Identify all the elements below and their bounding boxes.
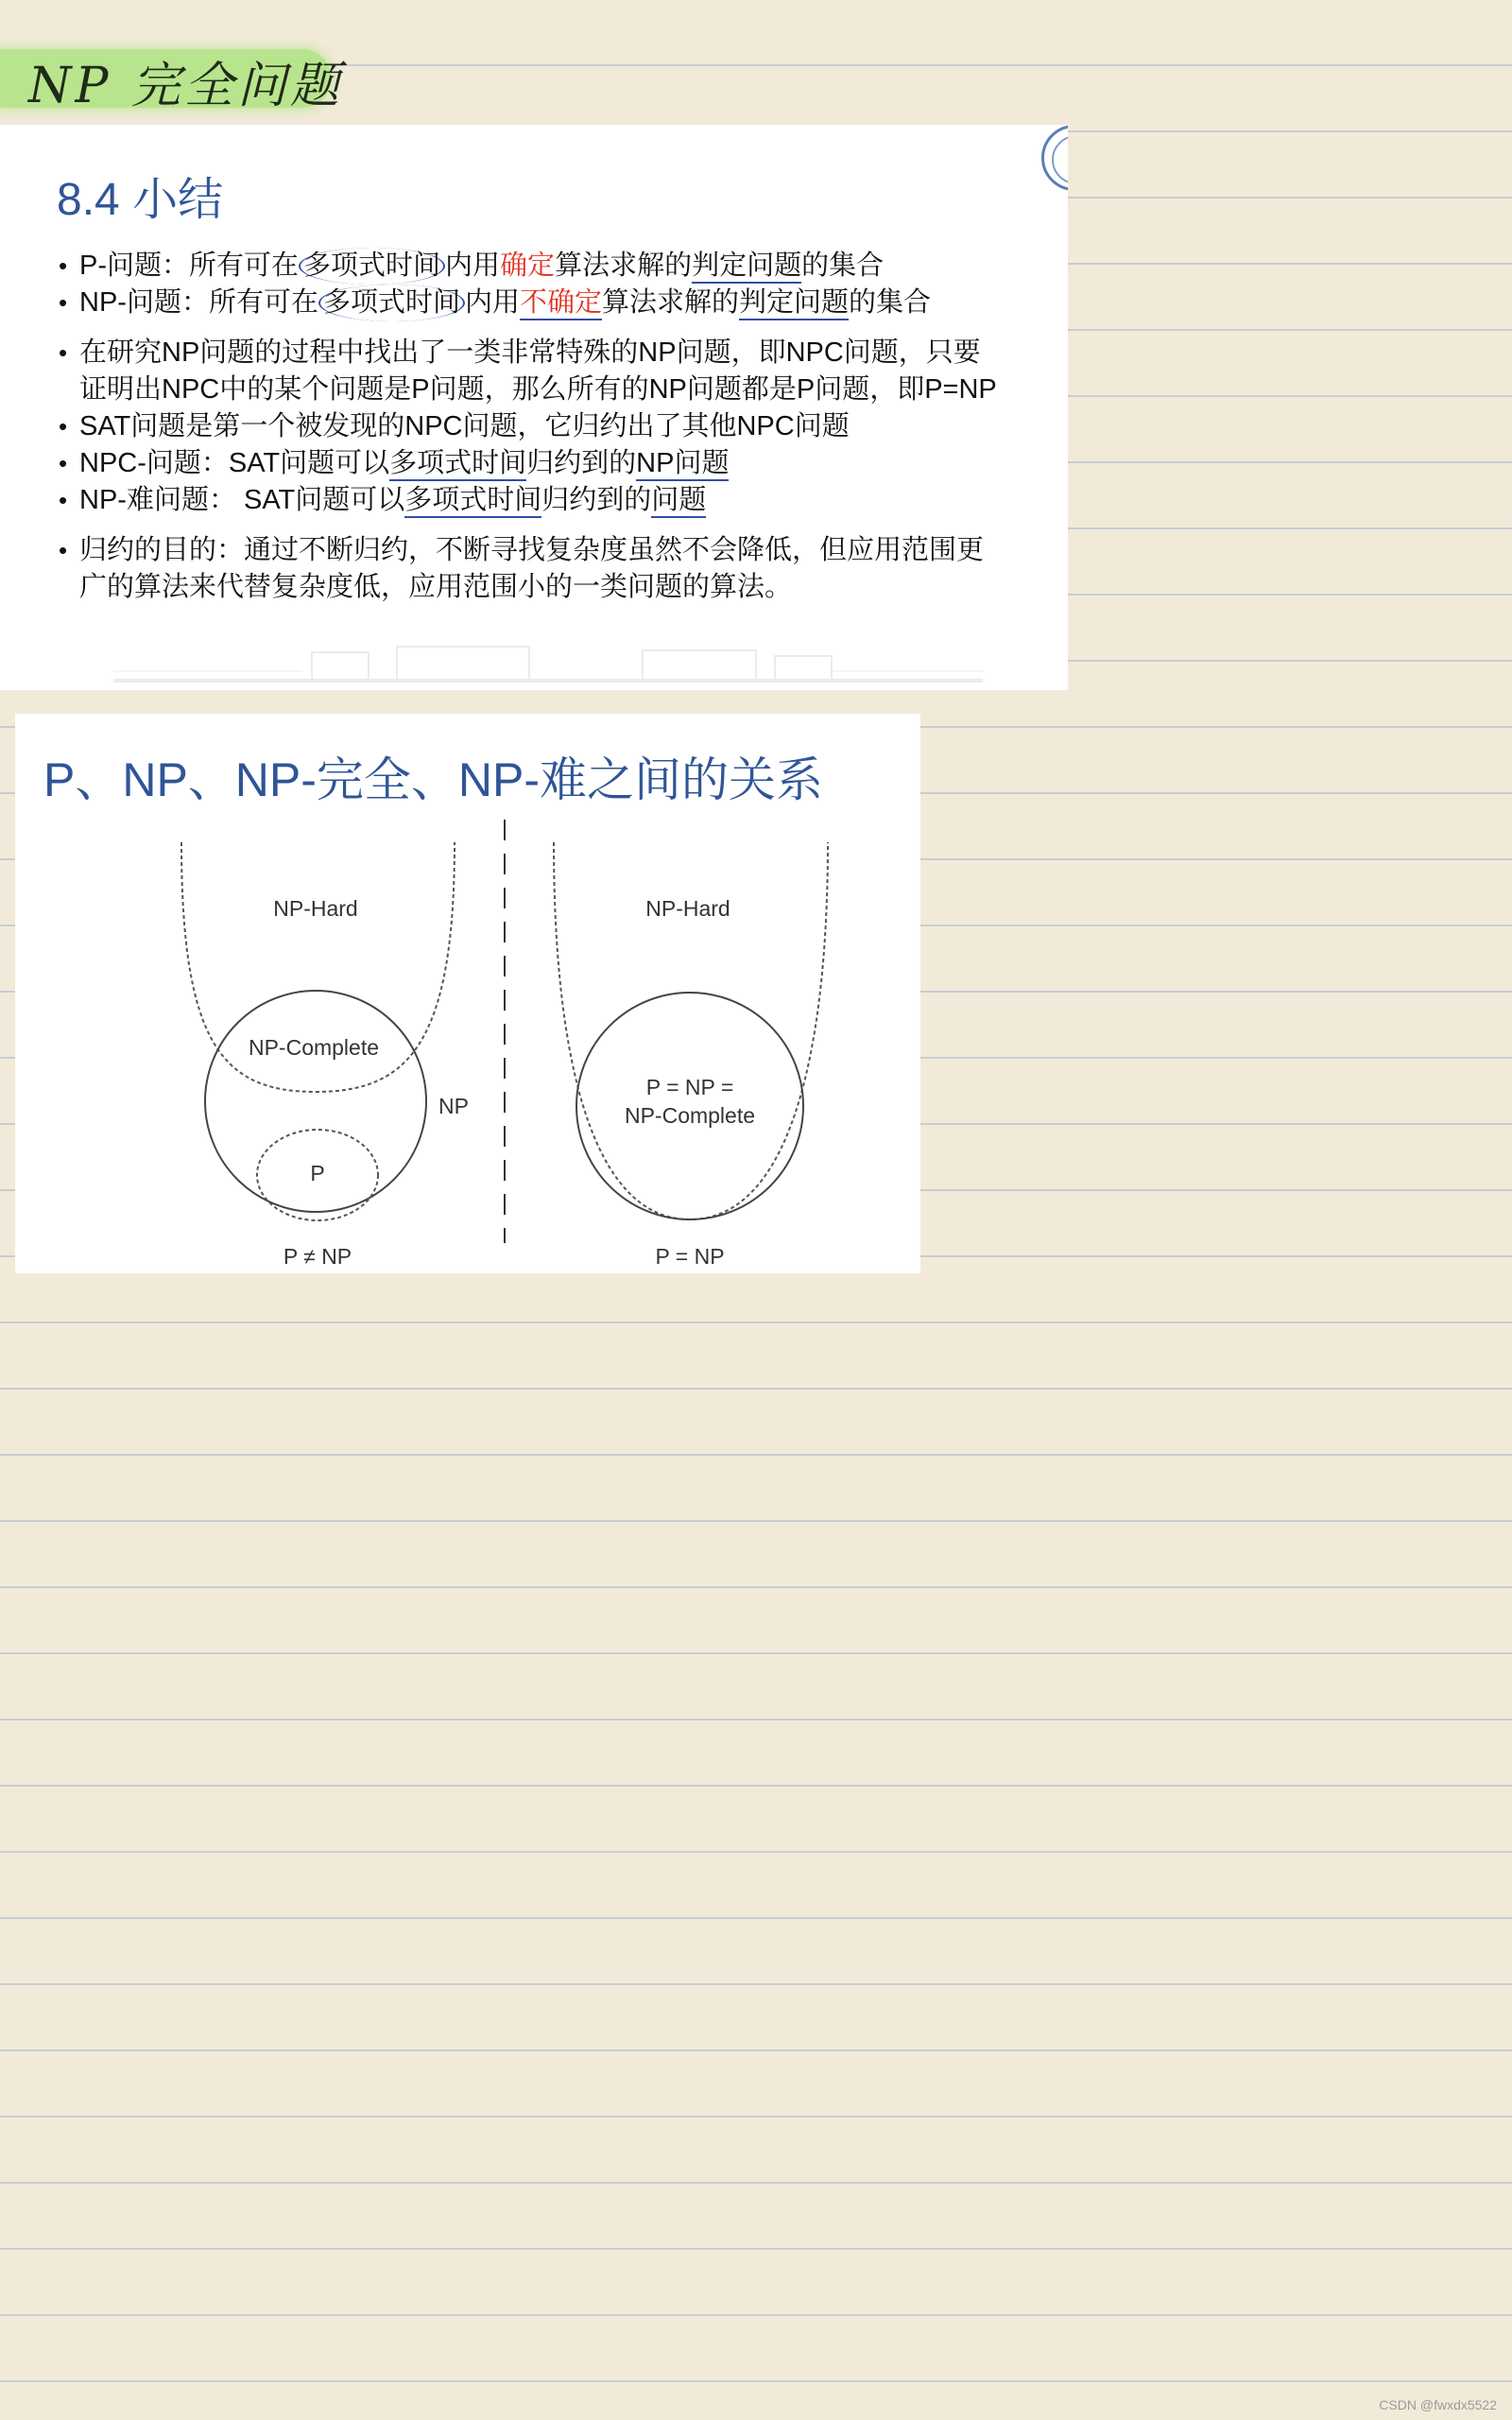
p-eq-np-caption: P = NP — [655, 1244, 725, 1269]
bullet-text: NPC-问题：SAT问题可以 — [79, 448, 390, 478]
bullet-text: 的集合 — [801, 251, 885, 281]
summary-slide — [0, 125, 1068, 690]
bullet-text: 归约到的 — [526, 448, 637, 478]
bullet-text: 算法求解的 — [555, 251, 693, 281]
bullet-text: NP-难问题： SAT问题可以 — [79, 485, 405, 515]
bullet-text: 的集合 — [849, 287, 932, 318]
underlined-text: 判定问题 — [739, 287, 849, 320]
underlined-text: 多项式时间 — [404, 485, 541, 518]
bullet-np-problem — [57, 285, 1058, 321]
page-title: NP 完全问题 — [28, 58, 344, 114]
equality-label: P = NP = — [645, 1075, 734, 1099]
bullet-dot-icon: • — [59, 536, 68, 564]
bullet-text: SAT问题是第一个被发现的NPC问题，它归约出了其他NPC问题 — [79, 411, 850, 441]
bullet-reduction-purpose — [57, 532, 1058, 606]
bullet-text: NP-问题：所有可在 — [79, 287, 318, 318]
university-seal-icon — [1041, 125, 1068, 191]
slide-heading: 8.4 小结 — [57, 175, 224, 225]
bullet-dot-icon: • — [59, 288, 68, 317]
underlined-text: 判定问题 — [692, 251, 801, 284]
bullet-dot-icon: • — [59, 338, 68, 367]
bullet-dot-icon: • — [59, 251, 68, 280]
bullet-dot-icon: • — [59, 449, 68, 477]
bullet-text: 在研究NP问题的过程中找出了一类非常特殊的NP问题，即NPC问题，只要 — [79, 337, 981, 368]
equality-label: NP-Complete — [624, 1103, 756, 1128]
underlined-text: NP问题 — [636, 448, 729, 481]
watermark-credit: CSDN @fwxdx5522 — [1379, 2397, 1497, 2412]
np-hard-label: NP-Hard — [273, 896, 358, 921]
bullet-npc-definition — [57, 335, 1058, 408]
underlined-text: 多项式时间 — [389, 448, 526, 481]
p-label: P — [310, 1161, 325, 1185]
bullet-text: P-问题：所有可在 — [79, 251, 300, 281]
underlined-text: 问题 — [651, 485, 706, 518]
bullet-sat — [57, 408, 1058, 445]
campus-watermark-icon — [113, 643, 983, 690]
emphasis-text: 不确定 — [520, 287, 602, 320]
bullet-np-hard-problem — [57, 482, 1058, 519]
bullet-text: 归约到的 — [541, 485, 652, 515]
emphasis-text: 确定 — [500, 251, 556, 281]
bullet-text: 内用 — [464, 287, 520, 318]
bullet-p-problem — [57, 248, 1058, 285]
bullet-dot-icon: • — [59, 412, 68, 441]
np-complete-label: NP-Complete — [248, 1035, 380, 1060]
bullet-text: 多项式时间 — [303, 248, 445, 285]
bullet-text: 多项式时间 — [323, 285, 465, 321]
relationship-slide — [15, 714, 920, 1273]
slide-heading: P、NP、NP-完全、NP-难之间的关系 — [43, 753, 824, 806]
complexity-diagram — [15, 714, 920, 1273]
np-hard-label: NP-Hard — [645, 896, 730, 921]
p-neq-np-caption: P ≠ NP — [283, 1244, 352, 1269]
bullet-list — [57, 248, 1058, 606]
bullet-text: 算法求解的 — [602, 287, 740, 318]
bullet-text: 证明出NPC中的某个问题是P问题，那么所有的NP问题都是P问题，即P=NP — [79, 374, 997, 405]
np-label: NP — [438, 1094, 469, 1118]
bullet-text: 归约的目的：通过不断归约，不断寻找复杂度虽然不会降低，但应用范围更 — [79, 535, 985, 565]
bullet-text: 广的算法来代替复杂度低，应用范围小的一类问题的算法。 — [79, 572, 793, 602]
handwritten-circle-mark — [318, 285, 465, 321]
bullet-dot-icon: • — [59, 486, 68, 514]
handwritten-circle-mark — [299, 248, 445, 285]
bullet-npc-problem — [57, 445, 1058, 482]
bullet-text: 内用 — [445, 251, 501, 281]
